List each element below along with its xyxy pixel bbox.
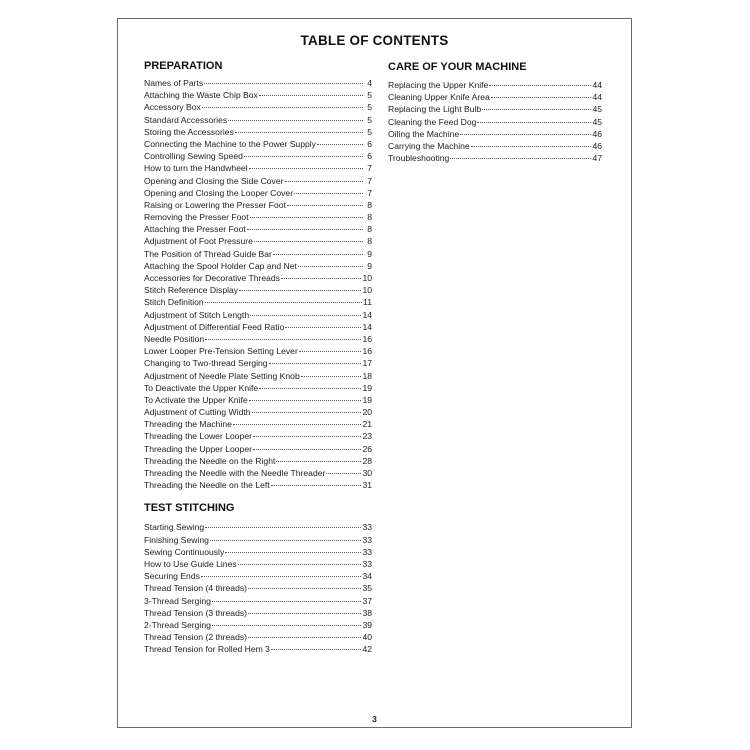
dot-leader: [244, 156, 363, 157]
toc-entry: [144, 406, 372, 418]
toc-entry-page: 38: [362, 607, 372, 618]
toc-entry-page: 19: [362, 382, 372, 393]
toc-entry-page: 6: [367, 151, 372, 162]
toc-entry-page: 21: [362, 419, 372, 430]
toc-entry-title: Carrying the Machine: [388, 140, 470, 151]
dot-leader: [248, 613, 361, 614]
dot-leader: [239, 290, 361, 291]
toc-entry-title: Adjustment of Needle Plate Setting Knob: [144, 370, 300, 381]
dot-leader: [212, 601, 362, 602]
dot-leader: [235, 132, 363, 133]
toc-entry: [388, 79, 602, 91]
toc-entry-page: 26: [362, 443, 372, 454]
toc-entry-page: 8: [367, 212, 372, 223]
toc-entry-page: 16: [362, 346, 372, 357]
toc-list-preparation: [144, 77, 372, 491]
toc-entry: [144, 309, 372, 321]
section-heading-care: CARE OF YOUR MACHINE: [388, 61, 527, 73]
toc-entry-page: 34: [362, 571, 372, 582]
toc-entry-title: Threading the Needle with the Needle Threader: [144, 468, 326, 478]
toc-entry-title: Stitch Reference Display: [144, 285, 239, 296]
toc-entry-title: Attaching the Presser Foot: [144, 224, 246, 235]
toc-entry: [144, 162, 372, 174]
toc-entry-title: Stitch Definition: [144, 297, 204, 308]
toc-entry: [144, 430, 372, 442]
toc-entry: [144, 321, 372, 333]
toc-entry-title: Controlling Sewing Speed: [144, 151, 243, 162]
toc-entry-page: 7: [367, 187, 372, 198]
toc-entry-title: Cleaning the Feed Dog: [388, 116, 477, 127]
toc-entry: [388, 140, 602, 152]
dot-leader: [225, 552, 361, 553]
toc-entry-title: Threading the Needle on the Right: [144, 455, 276, 466]
toc-entry: [144, 418, 372, 430]
dot-leader: [298, 266, 363, 267]
toc-entry-page: 39: [362, 619, 372, 630]
dot-leader: [205, 302, 362, 303]
toc-entry: [144, 126, 372, 138]
manual-page: [117, 18, 632, 728]
toc-entry-page: 45: [592, 104, 602, 115]
toc-entry-title: Cleaning Upper Knife Area: [388, 92, 490, 103]
toc-entry-title: Thread Tension (3 threads): [144, 607, 248, 618]
toc-entry: [144, 211, 372, 223]
dot-leader: [299, 351, 362, 352]
toc-entry-page: 19: [362, 394, 372, 405]
dot-leader: [489, 85, 591, 86]
toc-entry: [144, 333, 372, 345]
toc-entry-title: To Deactivate the Upper Knife: [144, 382, 259, 393]
dot-leader: [250, 315, 361, 316]
dot-leader: [238, 564, 362, 565]
toc-entry: [144, 455, 372, 467]
toc-entry-page: 8: [367, 199, 372, 210]
toc-entry-title: How to turn the Handwheel: [144, 163, 248, 174]
toc-entry-page: 5: [367, 90, 372, 101]
toc-entry: [144, 643, 372, 655]
toc-entry-page: 11: [363, 297, 372, 308]
toc-entry-title: Storing the Accessories: [144, 126, 234, 137]
toc-entry-title: Threading the Machine: [144, 419, 232, 430]
toc-entry: [144, 546, 372, 558]
toc-entry-page: 47: [592, 153, 602, 164]
toc-entry-page: 46: [592, 128, 602, 139]
dot-leader: [253, 449, 361, 450]
toc-entry: [144, 534, 372, 546]
toc-entry-title: 2-Thread Serging: [144, 619, 211, 630]
dot-leader: [212, 625, 362, 626]
toc-entry-page: 46: [592, 140, 602, 151]
toc-entry-page: 40: [362, 632, 372, 643]
right-column: [388, 60, 602, 164]
dot-leader: [248, 588, 361, 589]
dot-leader: [254, 241, 363, 242]
dot-leader: [460, 134, 591, 135]
dot-leader: [471, 146, 592, 147]
toc-entry: [144, 101, 372, 113]
toc-entry: [144, 443, 372, 455]
toc-entry-title: Removing the Presser Foot: [144, 212, 249, 223]
toc-entry-title: 3-Thread Serging: [144, 595, 211, 606]
dot-leader: [326, 473, 361, 474]
toc-entry-title: How to Use Guide Lines: [144, 558, 237, 569]
toc-entry-page: 23: [362, 431, 372, 442]
toc-entry-title: Replacing the Upper Knife: [388, 80, 489, 90]
toc-entry-title: Starting Sewing: [144, 522, 205, 533]
toc-entry-title: Raising or Lowering the Presser Foot: [144, 199, 286, 210]
toc-entry: [144, 582, 372, 594]
toc-entry: [144, 199, 372, 211]
toc-entry: [144, 345, 372, 357]
toc-entry: [388, 91, 602, 103]
dot-leader: [271, 649, 361, 650]
dot-leader: [482, 109, 591, 110]
toc-entry-title: Threading the Needle on the Left: [144, 480, 270, 491]
toc-entry-page: 16: [362, 333, 372, 344]
toc-entry-title: Replacing the Light Bulb: [388, 104, 482, 115]
toc-entry-page: 33: [362, 522, 372, 533]
dot-leader: [205, 339, 361, 340]
dot-leader: [247, 229, 363, 230]
dot-leader: [317, 144, 363, 145]
dot-leader: [201, 576, 362, 577]
toc-entry-page: 4: [367, 78, 372, 88]
toc-entry-page: 45: [592, 116, 602, 127]
toc-entry-title: Adjustment of Cutting Width: [144, 407, 251, 418]
toc-entry: [144, 631, 372, 643]
toc-entry-page: 5: [367, 102, 372, 113]
toc-entry-page: 28: [362, 455, 372, 466]
dot-leader: [450, 158, 591, 159]
toc-entry: [144, 187, 372, 199]
dot-leader: [301, 376, 362, 377]
toc-entry-page: 5: [367, 114, 372, 125]
toc-entry: [388, 103, 602, 115]
toc-entry-page: 44: [592, 80, 602, 90]
toc-entry-page: 33: [362, 558, 372, 569]
toc-entry-page: 31: [362, 480, 372, 491]
toc-entry: [388, 152, 602, 164]
toc-entry: [144, 260, 372, 272]
toc-entry: [144, 479, 372, 491]
dot-leader: [281, 278, 361, 279]
toc-entry: [144, 284, 372, 296]
dot-leader: [271, 485, 362, 486]
toc-entry-title: Adjustment of Foot Pressure: [144, 236, 253, 247]
toc-entry: [144, 235, 372, 247]
toc-entry-page: 35: [362, 583, 372, 594]
dot-leader: [248, 637, 361, 638]
toc-entry-title: Opening and Closing the Side Cover: [144, 175, 284, 186]
toc-entry: [144, 223, 372, 235]
toc-entry-page: 33: [362, 534, 372, 545]
toc-entry-title: Thread Tension for Rolled Hem 3: [144, 644, 270, 655]
toc-entry-page: 14: [362, 309, 372, 320]
toc-entry-title: Needle Position: [144, 333, 205, 344]
dot-leader: [259, 388, 361, 389]
toc-entry-title: Changing to Two-thread Serging: [144, 358, 268, 369]
section-heading-preparation: PREPARATION: [144, 60, 223, 72]
toc-entry-page: 5: [367, 126, 372, 137]
page-number: 3: [372, 714, 377, 724]
dot-leader: [294, 193, 363, 194]
toc-entry: [144, 138, 372, 150]
toc-entry-page: 7: [367, 163, 372, 174]
dot-leader: [285, 327, 361, 328]
toc-entry-title: Sewing Continuously: [144, 546, 225, 557]
toc-entry: [144, 521, 372, 533]
dot-leader: [269, 363, 362, 364]
toc-entry-page: 37: [362, 595, 372, 606]
toc-list-care: [388, 79, 602, 164]
toc-entry-title: Accessories for Decorative Threads: [144, 273, 280, 283]
section-gap: [144, 491, 372, 501]
dot-leader: [259, 95, 363, 96]
toc-entry-title: Attaching the Waste Chip Box: [144, 90, 258, 101]
page-title: TABLE OF CONTENTS: [300, 33, 449, 48]
dot-leader: [202, 107, 363, 108]
toc-entry-page: 7: [367, 175, 372, 186]
toc-entry-title: Securing Ends: [144, 571, 200, 582]
toc-entry: [144, 77, 372, 89]
toc-entry-page: 44: [592, 92, 602, 103]
toc-entry-title: Adjustment of Stitch Length: [144, 309, 250, 320]
toc-entry-title: Opening and Closing the Looper Cover: [144, 187, 294, 198]
toc-entry-title: Accessory Box: [144, 102, 201, 113]
left-column: [144, 59, 372, 655]
toc-entry-page: 18: [362, 370, 372, 381]
toc-entry: [144, 175, 372, 187]
toc-entry: [144, 382, 372, 394]
toc-entry-title: Adjustment of Differential Feed Ratio: [144, 321, 285, 332]
toc-entry-title: Standard Accessories: [144, 114, 228, 125]
dot-leader: [477, 122, 591, 123]
toc-entry-title: Connecting the Machine to the Power Supply: [144, 138, 316, 149]
dot-leader: [233, 424, 362, 425]
toc-entry-title: Names of Parts: [144, 78, 204, 88]
toc-entry-title: Attaching the Spool Holder Cap and Net: [144, 260, 297, 271]
toc-entry: [144, 570, 372, 582]
dot-leader: [252, 412, 362, 413]
dot-leader: [491, 97, 592, 98]
toc-entry-page: 8: [367, 224, 372, 235]
dot-leader: [210, 540, 361, 541]
dot-leader: [285, 181, 364, 182]
toc-entry-page: 6: [367, 138, 372, 149]
dot-leader: [276, 461, 361, 462]
dot-leader: [287, 205, 363, 206]
toc-entry: [144, 394, 372, 406]
dot-leader: [250, 217, 363, 218]
toc-entry: [388, 116, 602, 128]
toc-entry-title: Oiling the Machine: [388, 128, 460, 139]
toc-entry-title: Finishing Sewing: [144, 534, 209, 545]
toc-entry: [144, 296, 372, 308]
toc-entry: [144, 114, 372, 126]
toc-entry-title: To Activate the Upper Knife: [144, 394, 248, 405]
dot-leader: [249, 168, 363, 169]
toc-entry-page: 17: [362, 358, 372, 369]
dot-leader: [253, 436, 361, 437]
toc-entry-page: 10: [362, 273, 372, 283]
dot-leader: [273, 254, 363, 255]
toc-entry: [144, 89, 372, 101]
toc-entry-title: Threading the Upper Looper: [144, 443, 252, 454]
toc-entry: [144, 558, 372, 570]
toc-entry-page: 14: [362, 321, 372, 332]
toc-entry-page: 9: [367, 260, 372, 271]
toc-entry: [388, 128, 602, 140]
toc-entry-title: Thread Tension (4 threads): [144, 583, 248, 594]
dot-leader: [205, 527, 361, 528]
toc-entry: [144, 370, 372, 382]
dot-leader: [204, 83, 363, 84]
toc-list-test-stitching: [144, 521, 372, 655]
toc-entry-page: 20: [362, 407, 372, 418]
dot-leader: [228, 120, 363, 121]
section-heading-test-stitching: TEST STITCHING: [144, 502, 235, 515]
toc-entry-page: 9: [367, 248, 372, 259]
toc-entry: [144, 619, 372, 631]
toc-entry: [144, 607, 372, 619]
toc-entry-title: Thread Tension (2 threads): [144, 632, 248, 643]
toc-entry-page: 8: [367, 236, 372, 247]
toc-entry: [144, 248, 372, 260]
toc-entry: [144, 357, 372, 369]
toc-entry-title: The Position of Thread Guide Bar: [144, 248, 272, 259]
dot-leader: [249, 400, 362, 401]
toc-entry-page: 10: [362, 285, 372, 296]
toc-entry: [144, 467, 372, 479]
toc-entry: [144, 150, 372, 162]
toc-entry-title: Lower Looper Pre-Tension Setting Lever: [144, 346, 298, 357]
toc-entry: [144, 272, 372, 284]
toc-entry-page: 42: [362, 644, 372, 655]
toc-entry-page: 30: [362, 468, 372, 478]
toc-entry-title: Threading the Lower Looper: [144, 431, 252, 442]
toc-entry: [144, 595, 372, 607]
toc-entry-page: 33: [362, 546, 372, 557]
toc-entry-title: Troubleshooting: [388, 153, 450, 164]
